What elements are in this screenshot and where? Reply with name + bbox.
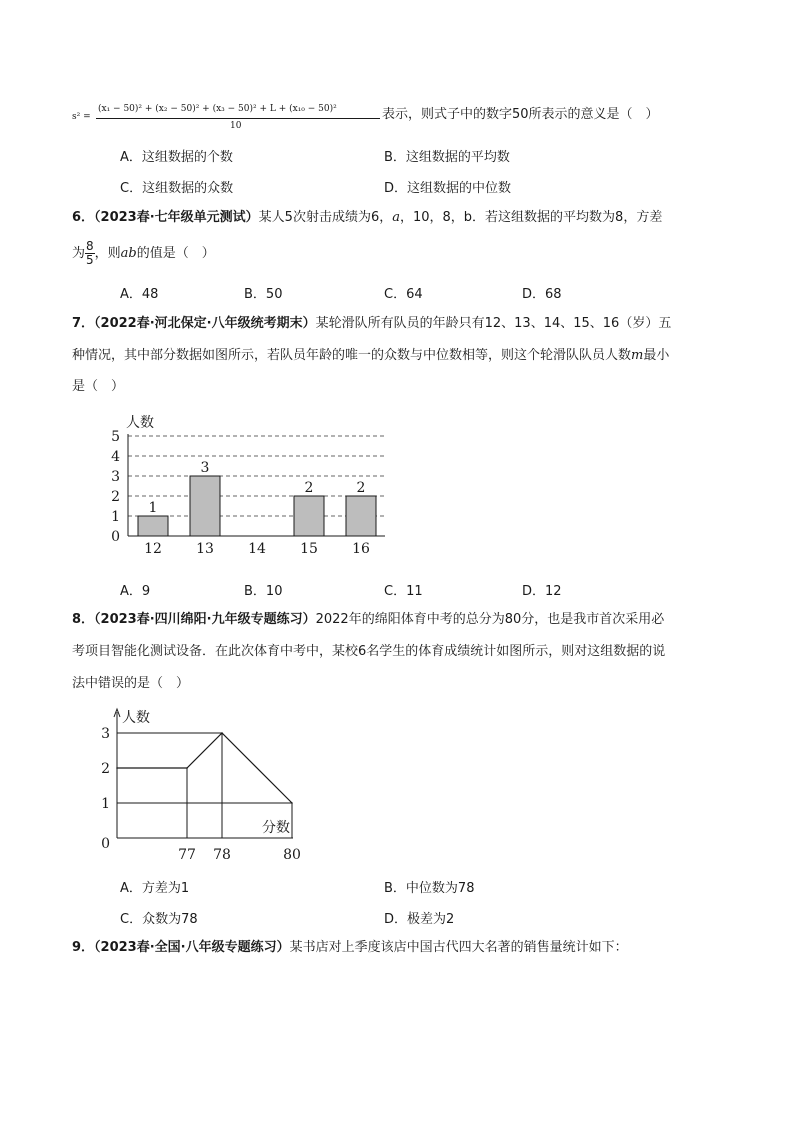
y-tick-label: 5: [111, 429, 120, 445]
q7-var-m: m: [631, 348, 644, 363]
y-tick-label: 3: [101, 726, 110, 742]
series-point: [291, 802, 293, 804]
q8-line-chart: [100, 704, 340, 866]
bar: [294, 496, 324, 536]
q7-option-a: [120, 580, 150, 599]
option-label: B．: [244, 287, 266, 302]
option-label: B．: [384, 150, 406, 165]
q5-formula-lhs: s² =: [72, 112, 91, 122]
x-tick-label: 12: [144, 541, 162, 557]
q7-stem-line2: [72, 346, 669, 366]
option-text: 这组数据的个数: [141, 150, 233, 165]
option-label: B．: [384, 881, 406, 896]
q7-stem-line1-text: 某轮滑队所有队员的年龄只有12、13、14、15、16（岁）五: [315, 316, 672, 331]
q7-stem-line1: [72, 314, 671, 334]
y-tick-label: 4: [111, 449, 120, 465]
x-tick-label: 78: [213, 847, 231, 863]
q6-var-a: a: [392, 210, 400, 225]
q5-option-a: [120, 146, 233, 165]
q5-formula: [72, 104, 382, 136]
q7-option-d: [522, 580, 562, 599]
q8-stem-line2: 考项目智能化测试设备．在此次体育中考中，某校6名学生的体育成绩统计如图所示，则对这组数据的说: [72, 644, 666, 659]
bar-data-label: 2: [356, 480, 366, 496]
option-label: D．: [384, 181, 408, 196]
q8-number: 8．: [72, 612, 95, 627]
q6-stem-line2: [72, 238, 215, 270]
option-text: 12: [545, 584, 562, 599]
q7-number: 7．: [72, 316, 95, 331]
option-text: 众数为78: [142, 912, 198, 927]
bar-data-label: 3: [200, 460, 210, 476]
bar-data-label: 2: [304, 480, 314, 496]
q7-source: （2022春·河北保定·八年级统考期末）: [94, 316, 316, 331]
bar: [346, 496, 376, 536]
q5-option-d: [384, 177, 511, 196]
bar: [138, 516, 168, 536]
y-tick-label: 1: [111, 509, 120, 525]
option-text: 9: [141, 584, 151, 599]
q7-stem-line2-part2: 最小: [643, 348, 670, 363]
q7-stem-line3: 是（ ）: [72, 379, 125, 394]
x-tick-label: 80: [283, 847, 301, 863]
q6-line2-prefix: 为: [72, 246, 86, 261]
q8-stem-line1: [72, 610, 664, 630]
q7-option-b: [244, 580, 282, 599]
q7-bar-chart: [100, 410, 400, 565]
x-tick-label: 15: [300, 541, 318, 557]
x-axis-label: 分数: [262, 820, 290, 836]
option-text: 48: [141, 287, 159, 302]
q6-stem-part2: ，10，8，b．若这组数据的平均数为8，方差: [399, 210, 663, 225]
option-label: A．: [120, 150, 142, 165]
option-text: 50: [265, 287, 283, 302]
option-label: D．: [384, 912, 408, 927]
option-text: 64: [406, 287, 423, 302]
option-label: C．: [120, 181, 143, 196]
q8-option-a: [120, 877, 189, 896]
x-tick-label: 14: [248, 541, 266, 557]
q5-fraction-bar: [96, 118, 380, 119]
q6-stem-part1: 某人5次射击成绩为6，: [258, 210, 393, 225]
q8-source: （2023春·四川绵阳·九年级专题练习）: [94, 612, 316, 627]
q6-option-a: [120, 283, 158, 302]
q7-stem-line2-part1: 种情况，其中部分数据如图所示，若队员年龄的唯一的众数与中位数相等，则这个轮滑队队员人数: [72, 348, 632, 363]
option-text: 中位数为78: [405, 881, 475, 896]
series-point: [186, 767, 188, 769]
q6-option-c: [384, 283, 423, 302]
series-point: [221, 732, 223, 734]
q6-fraction: [85, 240, 95, 267]
series-line: [117, 733, 292, 803]
q9-number: 9．: [72, 940, 95, 955]
x-tick-label: 77: [178, 847, 196, 863]
q8-stem-line1-text: 2022年的绵阳体育中考的总分为80分，也是我市首次采用必: [315, 612, 665, 627]
q6-frac-den: 5: [86, 253, 94, 267]
y-tick-label: 2: [101, 761, 110, 777]
option-label: D．: [522, 287, 546, 302]
q8-stem-line3: 法中错误的是（ ）: [72, 676, 190, 691]
option-label: B．: [244, 584, 266, 599]
option-text: 这组数据的众数: [142, 181, 234, 196]
q6-line2-suffix: 的值是（ ）: [136, 246, 215, 261]
q8-option-d: [384, 908, 454, 927]
option-text: 这组数据的中位数: [407, 181, 512, 196]
option-text: 极差为2: [407, 912, 455, 927]
y-tick-label: 2: [111, 489, 120, 505]
q9-stem-text: 某书店对上季度该店中国古代四大名著的销售量统计如下：: [289, 940, 628, 955]
q6-stem-line1: [72, 208, 662, 228]
option-label: A．: [120, 287, 142, 302]
q5-option-b: [384, 146, 510, 165]
q5-stem-tail: 表示，则式子中的数字50所表示的意义是（ ）: [382, 107, 659, 122]
option-text: 方差为1: [141, 881, 190, 896]
option-label: C．: [384, 584, 407, 599]
q6-line2-mid: ，则: [94, 246, 121, 261]
series-point: [116, 767, 118, 769]
option-text: 这组数据的平均数: [405, 150, 510, 165]
y-axis-label: 人数: [126, 415, 154, 431]
q5-option-c: [120, 177, 233, 196]
q6-frac-num: 8: [86, 239, 94, 253]
bar-data-label: 1: [148, 500, 158, 516]
option-label: D．: [522, 584, 546, 599]
option-label: C．: [384, 287, 407, 302]
q6-option-b: [244, 283, 282, 302]
option-label: C．: [120, 912, 143, 927]
y-axis-label: 人数: [122, 710, 150, 726]
y-tick-label: 0: [111, 529, 120, 545]
y-tick-label: 3: [111, 469, 120, 485]
q9-source: （2023春·全国·八年级专题练习）: [94, 940, 290, 955]
q6-option-d: [522, 283, 562, 302]
option-label: A．: [120, 584, 142, 599]
q8-option-c: [120, 908, 198, 927]
x-tick-label: 16: [352, 541, 370, 557]
q7-option-c: [384, 580, 423, 599]
option-text: 68: [545, 287, 562, 302]
bar: [190, 476, 220, 536]
q6-source: （2023春·七年级单元测试）: [94, 210, 259, 225]
y-tick-label: 1: [101, 796, 110, 812]
option-text: 11: [406, 584, 423, 599]
x-tick-label: 13: [196, 541, 214, 557]
q5-formula-denominator: 10: [230, 121, 242, 131]
q6-number: 6．: [72, 210, 95, 225]
q5-formula-numerator: (x₁ − 50)² + (x₂ − 50)² + (x₃ − 50)² + L + (x₁₀ − 50)²: [98, 104, 337, 114]
q6-var-ab: ab: [120, 246, 137, 261]
q8-option-b: [384, 877, 474, 896]
option-label: A．: [120, 881, 142, 896]
q9-stem: [72, 938, 628, 958]
y-tick-label: 0: [101, 836, 110, 852]
option-text: 10: [265, 584, 283, 599]
